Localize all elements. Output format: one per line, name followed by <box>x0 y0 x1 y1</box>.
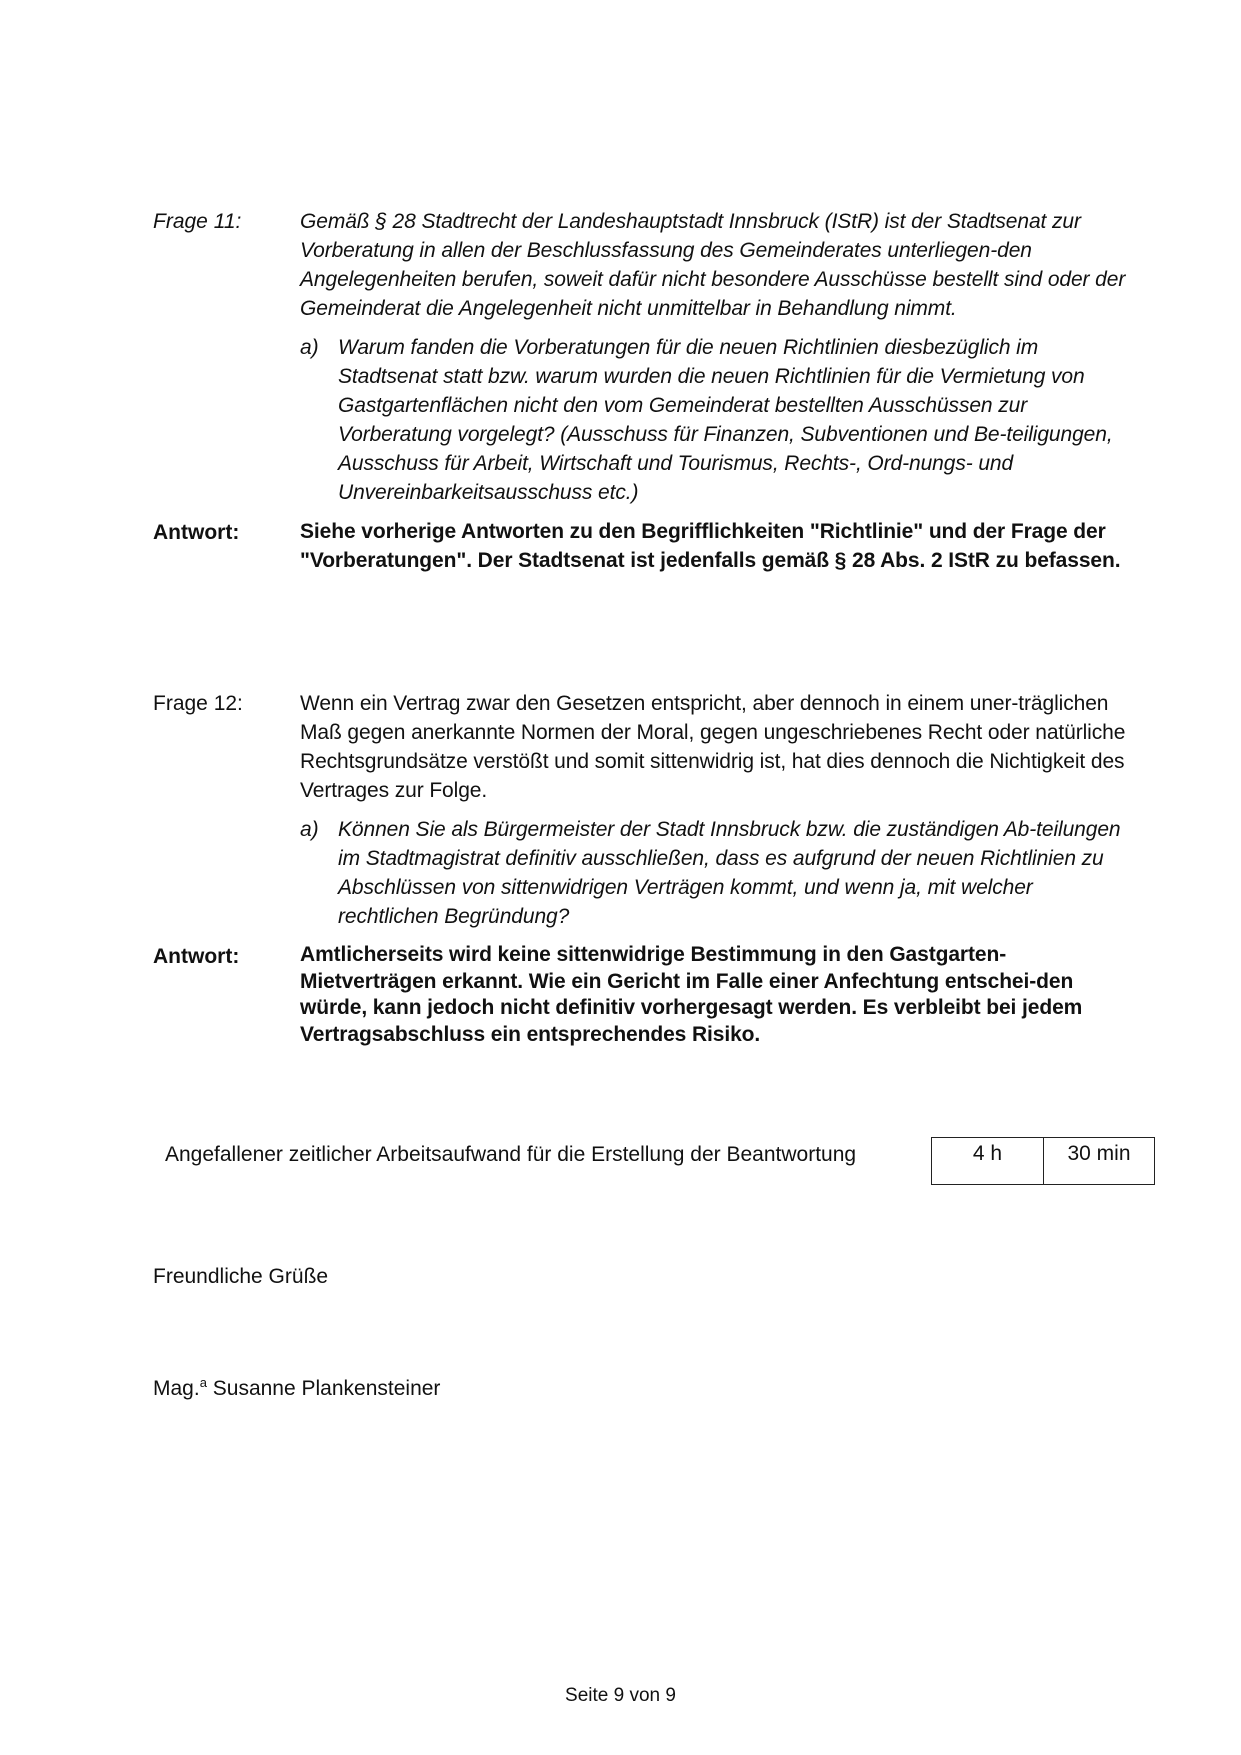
effort-minutes: 30 min <box>1043 1138 1154 1184</box>
closing-greeting: Freundliche Grüße <box>153 1265 329 1288</box>
effort-section <box>165 1137 1155 1185</box>
signature-superscript: a <box>199 1375 207 1390</box>
question-text: Gemäß § 28 Stadtrecht der Landeshauptstadt Innsbruck (IStR) ist der Stadtsenat zur Vorberatung in allen der Beschlussfassung des Gemeinderates unterliegen-den Angelegenheiten berufen, soweit dafür nicht besondere Ausschüsse bestellt sind oder der Gemeinderat die Angelegenheit nicht unmittelbar in Behandlung nimmt. <box>300 210 1126 320</box>
sub-question-marker: a) <box>300 336 319 359</box>
sub-question-marker: a) <box>300 818 319 841</box>
page-footer: Seite 9 von 9 <box>565 1685 676 1706</box>
effort-label: Angefallener zeitlicher Arbeitsaufwand für die Erstellung der Beantwortung <box>165 1143 857 1166</box>
answer-label: Antwort: <box>153 945 240 968</box>
signature-title: Mag. <box>153 1377 200 1400</box>
signature <box>153 1375 440 1403</box>
question-text: Wenn ein Vertrag zwar den Gesetzen entspricht, aber dennoch in einem uner-träglichen Maß gegen anerkannte Normen der Moral, gegen ungeschriebenes Recht oder natürliche Rechtsgrundsätze verstößt und somit sittenwidrig ist, hat dies dennoch die Nichtigkeit des Vertrages zur Folge. <box>300 692 1126 802</box>
question-block-11 <box>153 207 1133 575</box>
question-label: Frage 11: <box>153 210 242 233</box>
question-label: Frage 12: <box>153 692 243 715</box>
answer-text: Amtlicherseits wird keine sittenwidrige Bestimmung in den Gastgarten-Mietverträgen erkannt. Wie ein Gericht im Falle einer Anfechtung entschei-den würde, kann jedoch nicht definitiv vorhergesagt werden. Es verbleibt bei jedem Vertragsabschluss ein entsprechendes Risiko. <box>300 943 1083 1046</box>
sub-question <box>300 815 1133 931</box>
effort-table <box>931 1137 1155 1185</box>
signature-name: Susanne Plankensteiner <box>212 1377 441 1400</box>
sub-question-text: Warum fanden die Vorberatungen für die neuen Richtlinien diesbezüglich im Stadtsenat statt bzw. warum wurden die neuen Richtlinien für die Vermietung von Gastgartenflächen nicht den vom Gemeinderat bestellten Ausschüssen zur Vorberatung vorgelegt? (Ausschuss für Finanzen, Subventionen und Be-teiligungen, Ausschuss für Arbeit, Wirtschaft und Tourismus, Rechts-, Ord-nungs- und Unvereinbarkeitsausschuss etc.) <box>338 336 1113 504</box>
answer-label: Antwort: <box>153 521 240 544</box>
question-block-12 <box>153 689 1133 1048</box>
effort-hours: 4 h <box>972 1142 1003 1165</box>
sub-question-text: Können Sie als Bürgermeister der Stadt Innsbruck bzw. die zuständigen Ab-teilungen im Stadtmagistrat definitiv ausschließen, dass es aufgrund der neuen Richtlinien zu Abschlüssen von sittenwidrigen Verträgen kommt, und wenn ja, mit welcher rechtlichen Begründung? <box>338 818 1121 928</box>
sub-question <box>300 333 1133 507</box>
answer-text: Siehe vorherige Antworten zu den Begrifflichkeiten "Richtlinie" und der Frage der "Vorberatungen". Der Stadtsenat ist jedenfalls gemäß § 28 Abs. 2 IStR zu befassen. <box>300 520 1121 572</box>
